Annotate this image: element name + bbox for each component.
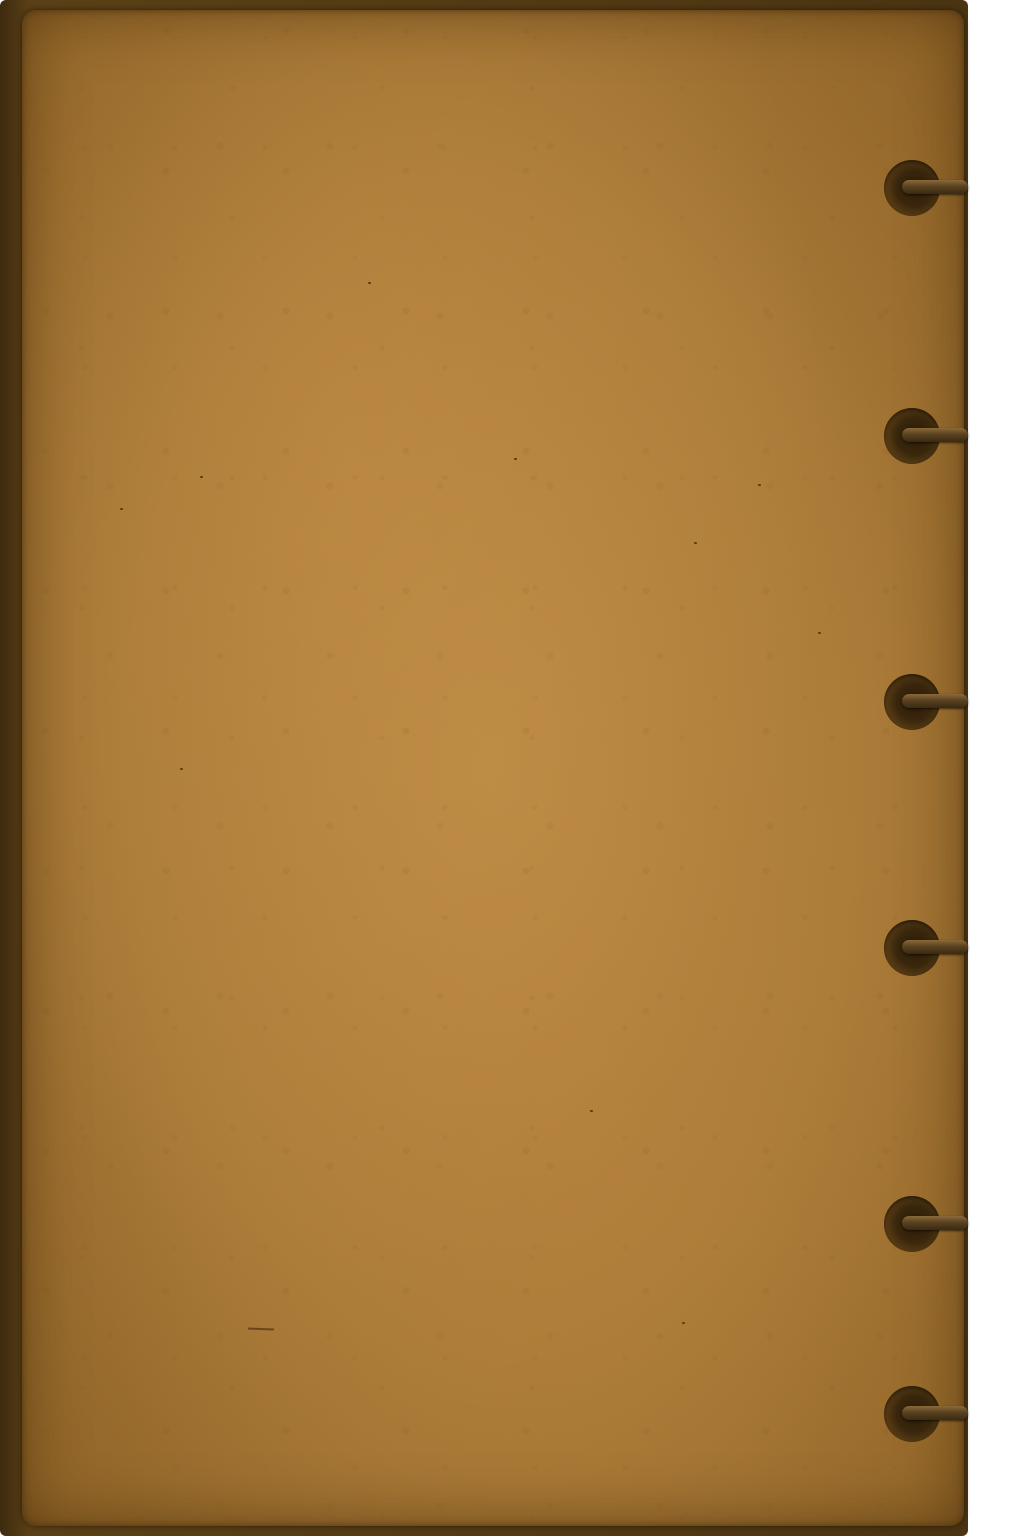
binder-ring-3 [884, 672, 968, 732]
paper-speck [120, 508, 123, 510]
paper-speck [590, 1110, 593, 1112]
binder-ring-6 [884, 1384, 968, 1444]
ring-wire [902, 694, 968, 708]
binder-ring-1 [884, 158, 968, 218]
paper-speck [200, 476, 203, 478]
paper-speck [818, 632, 821, 634]
ring-wire [902, 180, 968, 194]
binder-ring-2 [884, 406, 968, 466]
ring-wire [902, 940, 968, 954]
paper-speck [694, 542, 697, 544]
binder-ring-5 [884, 1194, 968, 1254]
paper-speck [368, 282, 371, 284]
paper-speck [682, 1322, 685, 1324]
ring-wire [902, 1216, 968, 1230]
ring-wire [902, 1406, 968, 1420]
binder-ring-4 [884, 918, 968, 978]
paper-speck [180, 768, 183, 770]
ring-wire [902, 428, 968, 442]
blank-parchment-page [22, 10, 964, 1526]
paper-speck [758, 484, 761, 486]
paper-speck [514, 458, 517, 460]
